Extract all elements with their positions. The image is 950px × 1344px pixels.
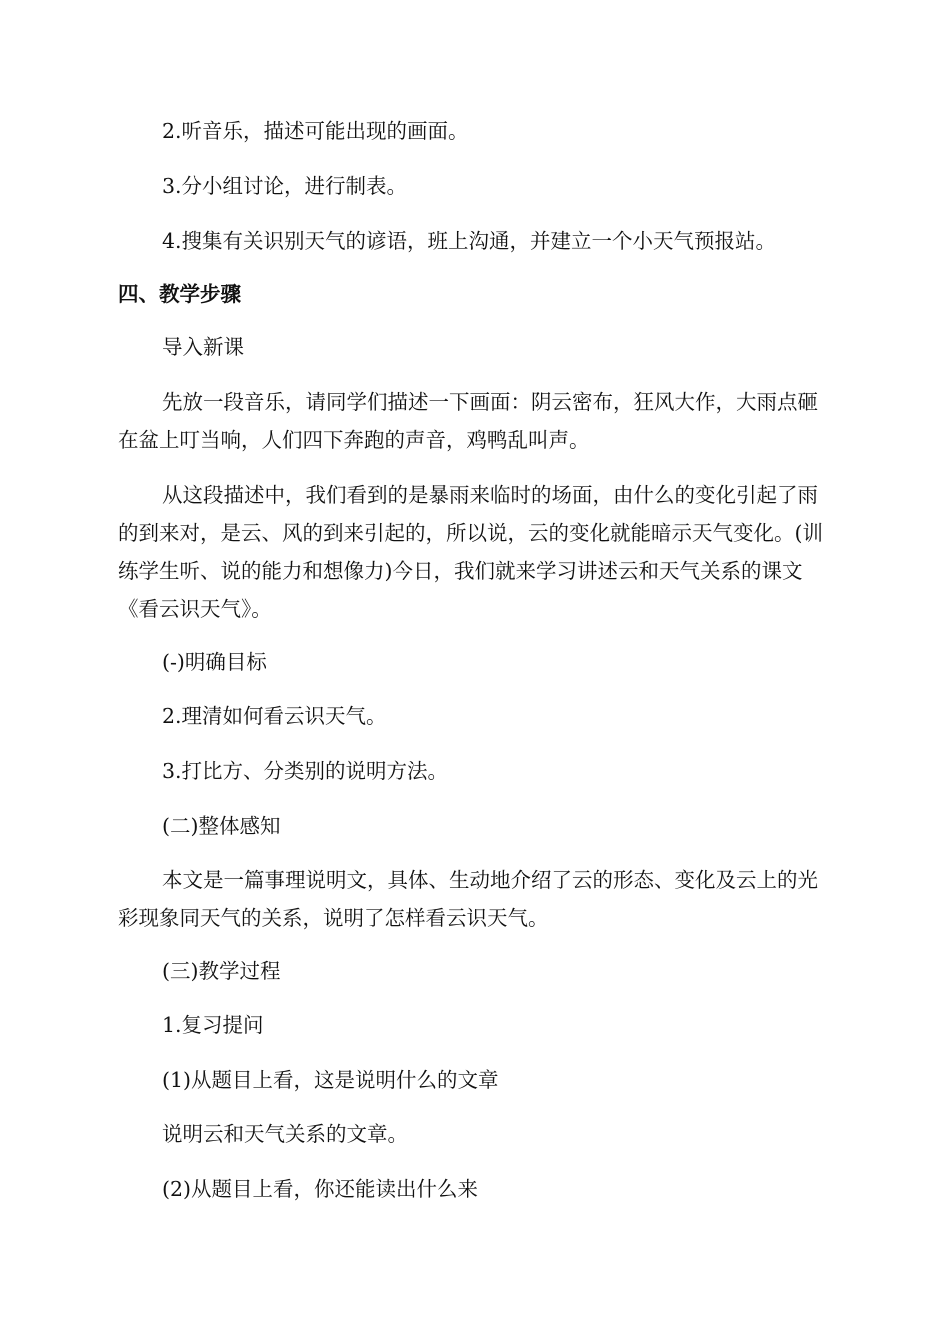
paragraph-answer-1: 说明云和天气关系的文章。 (162, 1122, 408, 1146)
paragraph-overall-summary: 本文是一篇事理说明文，具体、生动地介绍了云的形态、变化及云上的光彩现象同天气的关系，说明了怎样看云识天气。 (118, 868, 818, 930)
paragraph-music-description: 先放一段音乐，请同学们描述一下画面：阴云密布，狂风大作，大雨点砸在盆上叮当响，人们四下奔跑的声音，鸡鸭乱叫声。 (118, 390, 818, 452)
paragraph-process-heading: (三)教学过程 (162, 959, 281, 983)
paragraph-step-4: 4.搜集有关识别天气的谚语，班上沟通，并建立一个小天气预报站。 (162, 229, 777, 253)
paragraph-objectives-heading: (-)明确目标 (162, 650, 267, 674)
paragraph-step-2: 2.听音乐，描述可能出现的画面。 (162, 119, 469, 143)
paragraph-question-1: (1)从题目上看，这是说明什么的文章 (162, 1068, 499, 1092)
paragraph-objective-3: 3.打比方、分类别的说明方法。 (162, 759, 449, 783)
paragraph-scene-analysis: 从这段描述中，我们看到的是暴雨来临时的场面，由什么的变化引起了雨的到来对，是云、风的到来引起的，所以说，云的变化就能暗示天气变化。(训练学生听、说的能力和想像力)今日，我们就来学习讲述云和天气关系的课文《看云识天气》。 (118, 483, 823, 621)
paragraph-review-question: 1.复习提问 (162, 1013, 264, 1037)
paragraph-objective-2: 2.理清如何看云识天气。 (162, 704, 387, 728)
paragraph-overall-heading: (二)整体感知 (162, 814, 281, 838)
section-heading-teaching-steps: 四、教学步骤 (118, 282, 241, 306)
paragraph-intro-title: 导入新课 (162, 335, 244, 359)
paragraph-step-3: 3.分小组讨论，进行制表。 (162, 174, 408, 198)
paragraph-question-2: (2)从题目上看，你还能读出什么来 (162, 1177, 479, 1201)
